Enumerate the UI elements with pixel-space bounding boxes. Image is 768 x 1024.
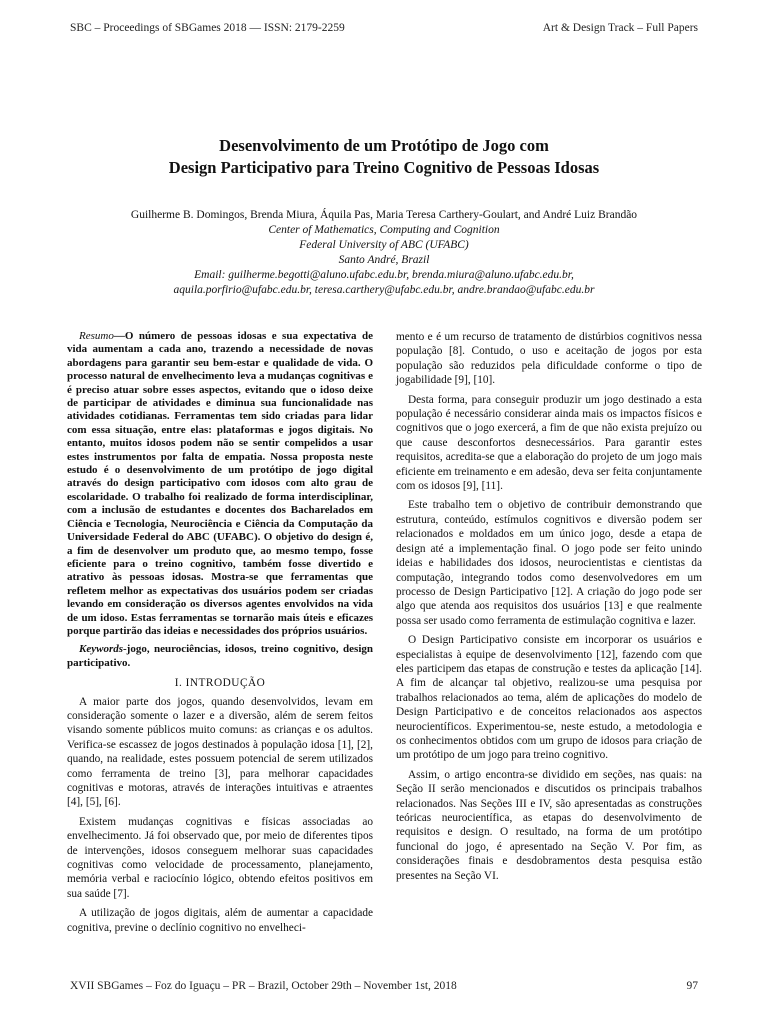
paragraph: A maior parte dos jogos, quando desenvolvidos, levam em consideração somente o lazer e a diversão, além de serem feitos visando somente públicos muito comuns: as crianças e os adultos. Verifica-se escassez de jogos destinados à população idosa [1], [2], quando, na realidade, estes possuem potencial de serem utilizados como ferramenta de treino [3], para melhorar capacidades cognitivas e motoras, através de interações intuitivas e atraentes [4], [5], [6]. [67,695,373,809]
affiliation-3: Santo André, Brazil [338,254,430,266]
paper-title [0,135,768,179]
abstract-lead: Resumo [79,330,114,342]
paragraph: Assim, o artigo encontra-se dividido em seções, nas quais: na Seção II serão mencionados e discutidos os principais trabalhos relacionados. Nas Seções III e IV, são apresentadas as construções teóricas neurocientífica, as etapas do desenvolvimento de requisitos e design. O resultado, na forma de um protótipo funcional do jogo, é apresentado na Seção V. Por fim, as considerações finais e desdobramentos desta pesquisa estão presentes na Seção VI. [396,768,702,882]
affiliation-1: Center of Mathematics, Computing and Cognition [268,224,500,236]
paragraph: A utilização de jogos digitais, além de aumentar a capacidade cognitiva, previne o declínio cognitivo no envelheci- [67,907,373,934]
page-number: 97 [686,980,698,992]
title-line-2: Design Participativo para Treino Cognitivo de Pessoas Idosas [168,158,600,177]
email-line-2: aquila.porfirio@ufabc.edu.br, teresa.carthery@ufabc.edu.br, andre.brandao@ufabc.edu.br [173,284,595,296]
paragraph: mento e é um recurso de tratamento de distúrbios cognitivos nessa população [8]. Contudo, o uso e aceitação de jogos por esta população são reduzidos pela dificuldade conforme o tipo de jogabilidade [9], [10]. [396,331,702,387]
email-line-1: Email: guilherme.begotti@aluno.ufabc.edu.br, brenda.miura@aluno.ufabc.edu.br, [194,269,574,281]
affiliation-2: Federal University of ABC (UFABC) [299,239,469,251]
section-heading-introduction: I. INTRODUÇÃO [174,677,266,690]
keywords [67,643,373,670]
footer-conference: XVII SBGames – Foz do Iguaçu – PR – Brazil, October 29th – November 1st, 2018 [70,980,457,992]
left-column [67,330,373,940]
running-header-right: Art & Design Track – Full Papers [542,22,698,34]
paragraph: Desta forma, para conseguir produzir um jogo destinado a esta população é necessário considerar ainda mais os impactos físicos e cognitivos que o jogo exercerá, a fim de que não exista prejuízo ou que cause desconfortos desnecessários. Para garantir estes requisitos, acredita-se que a elaboração do projeto de um jogo mais eficiente em treinamento e em adesão, deva ser feita conjuntamente com os idosos [9], [11]. [396,393,702,493]
right-column [396,330,702,888]
paragraph: Este trabalho tem o objetivo de contribuir demonstrando que estrutura, conteúdo, estímulos cognitivos e diversão podem ser relacionados e moldados em um único jogo, desde a etapa de design até a implementação final. O jogo pode ser feito unindo ideias e habilidades dos idosos, neurocientistas e cientistas da computação, integrando todos como desenvolvedores em um processo de Design Participativo [12]. A criação do jogo pode ser algo que atenda aos requisitos dos usuários [13] e que realmente possa ser usado como ferramenta de estimulação cognitiva e lazer. [396,499,702,627]
keywords-text: -jogo, neurociências, idosos, treino cognitivo, design participativo. [67,643,373,669]
paragraph: Existem mudanças cognitivas e físicas associadas ao envelhecimento. Já foi observado que, por meio de diferentes tipos de intervenções, idosos conseguem melhorar suas capacidades cognitivas como velocidade de processamento, planejamento, memória verbal e raciocínio lógico, obtendo efeitos positivos em sua saúde [7]. [67,815,373,900]
author-block [0,208,768,298]
keywords-lead: Keywords [79,643,123,656]
abstract [67,330,373,638]
running-header-left: SBC – Proceedings of SBGames 2018 — ISSN: 2179-2259 [70,22,345,34]
paragraph: O Design Participativo consiste em incorporar os usuários e especialistas à equipe de desenvolvimento [12], fazendo com que eles participem das etapas de construção e testes da aplicação [14]. A fim de alcançar tal objetivo, realizou-se uma pesquisa por trabalhos relacionados ao tema, além de aplicações do modelo de Design Participativo e de conceitos relacionados aos aspectos neurocientíficos. Experimentou-se, neste estudo, a metodologia e os conhecimentos obtidos com um grupo de idosos para criação de um protótipo de um jogo para treino cognitivo. [396,634,702,762]
title-line-1: Desenvolvimento de um Protótipo de Jogo com [219,136,549,155]
author-names: Guilherme B. Domingos, Brenda Miura, Áquila Pas, Maria Teresa Carthery-Goulart, and André Luiz Brandão [130,209,638,221]
abstract-text: —O número de pessoas idosas e sua expectativa de vida aumentam a cada ano, trazendo a necessidade de novas abordagens para garantir seu bem-estar e qualidade de vida. O processo natural de envelhecimento leva a mudanças cognitivas e é preciso atuar sobre esses aspectos, evitando que o idoso deixe de participar de atividades e diminua sua funcionalidade nas atividades cotidianas. Ferramentas tem sido criadas para lidar com essa situação, entre elas: plataformas e jogos digitais. No entanto, muitos idosos podem não se sentir compelidos a usar estes instrumentos por falta de empatia. Nossa proposta neste estudo é o desenvolvimento de um protótipo de jogo digital através do design participativo com idosos com alto grau de escolaridade. O trabalho foi realizado de forma interdisciplinar, com a inclusão de estudantes e docentes dos Bacharelados em Ciência e Tecnologia, Neurociência e Ciência da Computação da Universidade Federal do ABC (UFABC). O objetivo do design é, a fim de desenvolver um produto que, ao mesmo tempo, fosse eficiente para o treino cognitivo, também fosse divertido e atrativo às pessoas idosas. Mostra-se que ferramentas que refletem melhor as expectativas dos usuários podem ser criadas levando em consideração os diversos agentes envolvidos na vida de um idoso. Estas ferramentas se tornarão mais úteis e eficazes porque partirão das ideias e necessidades dos próprios usuários. [67,330,373,637]
